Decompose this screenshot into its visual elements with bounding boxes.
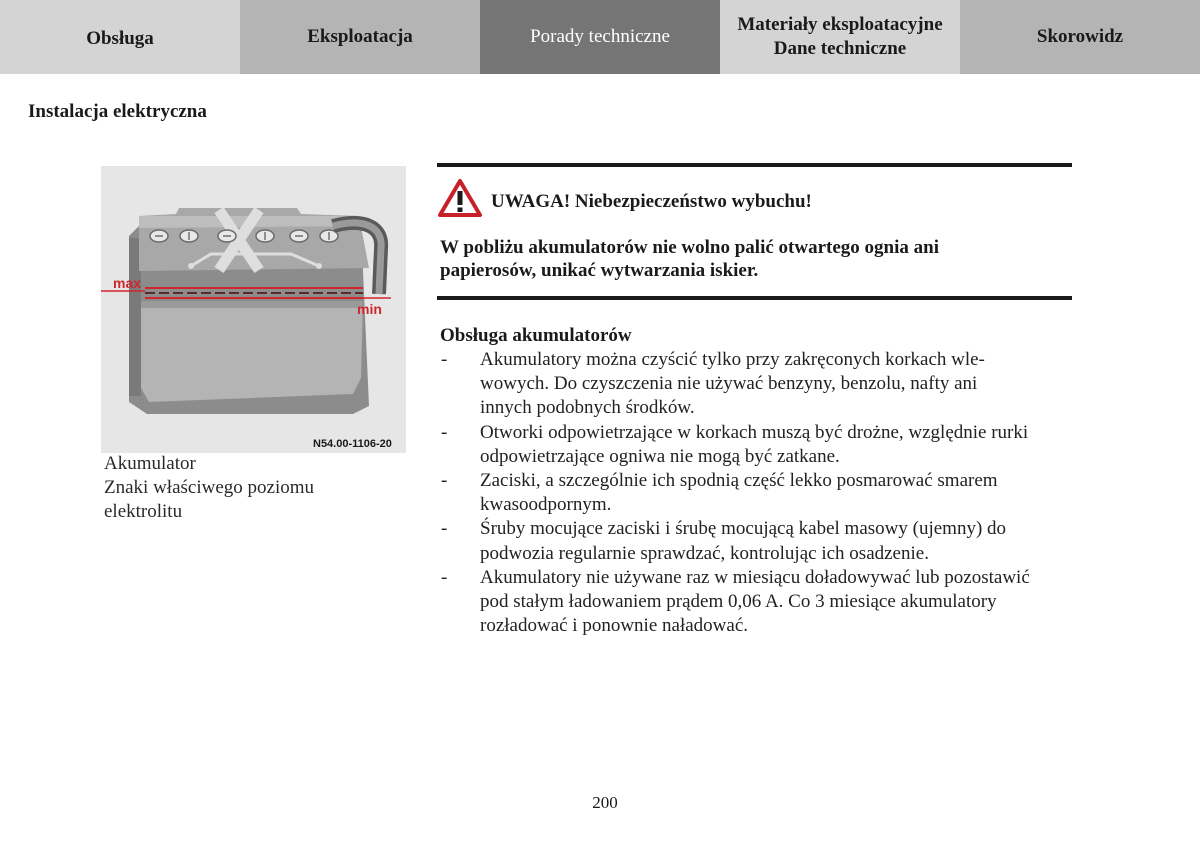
list-item-line: kwasoodpornym. xyxy=(480,494,612,516)
list-item-line: podwozia regularnie sprawdzać, kontrolując ich osadzenie. xyxy=(480,542,929,564)
list-item-line: odpowietrzające ogniwa nie mogą być zatkane. xyxy=(480,445,840,467)
figure-caption xyxy=(104,452,404,524)
tab-materialy-dane[interactable] xyxy=(720,0,960,74)
list-item-line: wowych. Do czyszczenia nie używać benzyny, benzolu, nafty ani xyxy=(480,373,978,395)
warning-title: UWAGA! Niebezpieczeństwo wybuchu! xyxy=(491,191,812,212)
list-item xyxy=(440,469,1080,517)
tab-obsluga[interactable] xyxy=(0,0,240,74)
bullet-marker: - xyxy=(441,349,448,370)
list-item xyxy=(440,421,1080,469)
warning-top-rule xyxy=(437,163,1072,167)
tab-porady-techniczne[interactable] xyxy=(480,0,720,74)
list-item-line: Zaciski, a szczególnie ich spodnią część lekko posmarować smarem xyxy=(480,470,998,492)
bullet-marker: - xyxy=(441,470,448,492)
warning-triangle-icon xyxy=(438,178,482,218)
tab-label: Porady techniczne xyxy=(530,26,670,47)
caption-line: Znaki właściwego poziomu xyxy=(104,477,315,498)
list-item xyxy=(440,348,1080,421)
tab-skorowidz[interactable] xyxy=(960,0,1200,74)
list-item-line: pod stałym ładowaniem prądem 0,06 A. Co 3 miesiące akumulatory xyxy=(480,591,997,613)
bullet-marker: - xyxy=(441,566,448,588)
warning-bottom-rule xyxy=(437,296,1072,300)
battery-illustration xyxy=(101,166,406,453)
section-title: Instalacja elektryczna xyxy=(28,101,207,122)
maintenance-title: Obsługa akumulatorów xyxy=(440,325,632,346)
bullet-marker: - xyxy=(441,518,448,540)
caption-line: Akumulator xyxy=(104,453,196,474)
tab-eksploatacja[interactable] xyxy=(240,0,480,74)
caption-line: elektrolitu xyxy=(104,501,183,522)
warning-text-line: papierosów, unikać wytwarzania iskier. xyxy=(440,260,759,281)
label-max: max xyxy=(113,275,142,291)
tab-label-line1: Materiały eksploatacyjne xyxy=(737,14,943,35)
list-item-line: Otworki odpowietrzające w korkach muszą być drożne, względnie rurki xyxy=(480,421,1029,443)
tab-label: Skorowidz xyxy=(1036,26,1124,47)
list-item xyxy=(440,566,1080,639)
label-min: min xyxy=(357,301,382,317)
list-item-line: Śruby mocujące zaciski i śrubę mocującą kabel masowy (ujemny) do xyxy=(480,518,1007,540)
list-item-line: rozładować i ponownie naładować. xyxy=(480,615,749,637)
figure-code: N54.00-1106-20 xyxy=(313,438,392,450)
warning-text-line: W pobliżu akumulatorów nie wolno palić otwartego ognia ani xyxy=(440,237,939,258)
list-item xyxy=(440,517,1080,565)
list-item-line: innych podobnych środków. xyxy=(480,397,695,419)
tab-label: Eksploatacja xyxy=(307,26,413,47)
warning-text xyxy=(440,236,1070,282)
list-item-line: Akumulatory można czyścić tylko przy zakręconych korkach wle- xyxy=(480,349,985,370)
maintenance-list xyxy=(440,348,1080,638)
battery-figure xyxy=(101,166,406,453)
page-number: 200 xyxy=(592,793,618,812)
list-item-line: Akumulatory nie używane raz w miesiącu doładowywać lub pozostawić xyxy=(480,566,1030,588)
tab-label-line2: Dane techniczne xyxy=(773,38,907,59)
top-navigation xyxy=(0,0,1200,74)
bullet-marker: - xyxy=(441,421,448,443)
tab-label: Obsługa xyxy=(86,28,154,49)
